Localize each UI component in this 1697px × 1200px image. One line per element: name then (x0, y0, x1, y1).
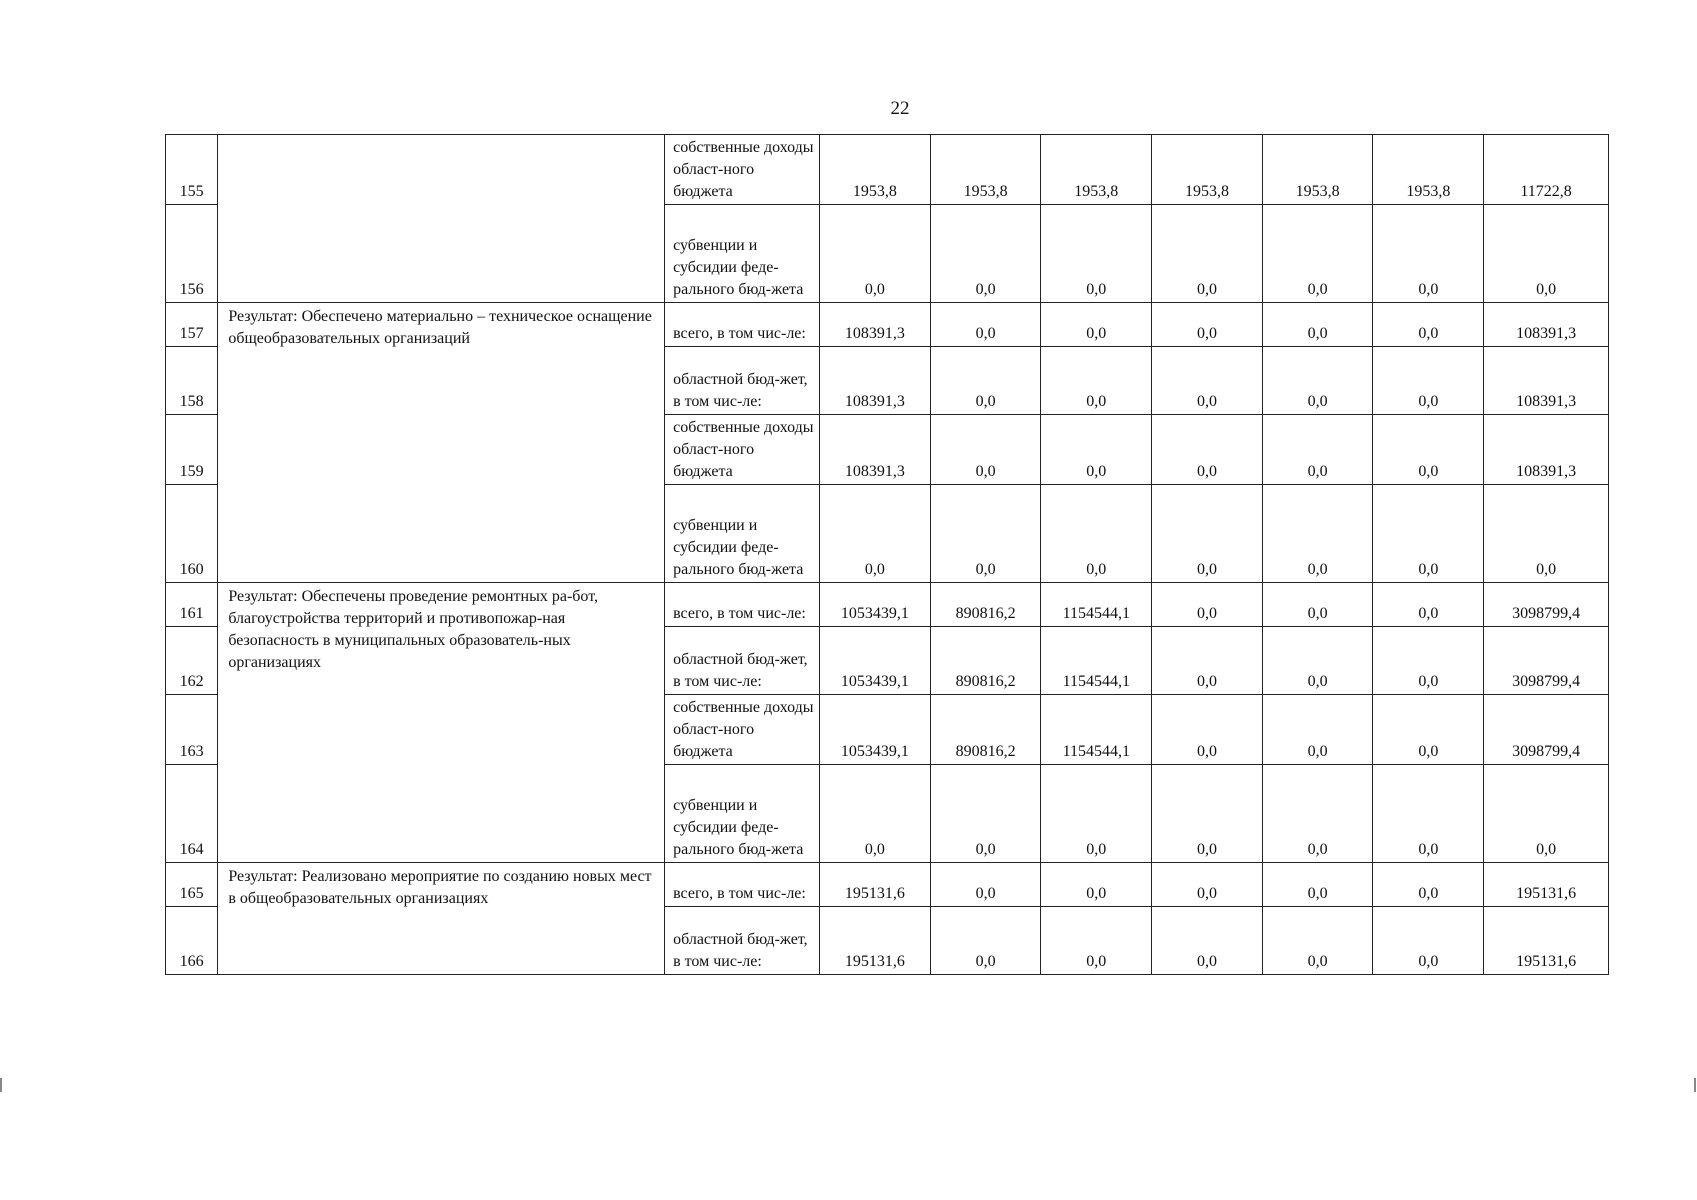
total-cell: 195131,6 (1484, 863, 1609, 907)
value-cell: 0,0 (1152, 303, 1263, 347)
funding-source: собственные доходы област-ного бюджета (665, 695, 820, 765)
value-cell: 0,0 (1041, 863, 1152, 907)
value-cell: 0,0 (1262, 415, 1373, 485)
table-row (166, 863, 1609, 907)
total-cell: 3098799,4 (1484, 627, 1609, 695)
funding-source: субвенции и субсидии феде-рального бюд-жета (665, 485, 820, 583)
result-description: Результат: Обеспечены проведение ремонтных ра-бот, благоустройства территорий и противопожар-ная безопасность в муниципальных образователь-ных организациях (218, 583, 665, 863)
value-cell: 1953,8 (930, 135, 1041, 205)
value-cell: 890816,2 (930, 695, 1041, 765)
value-cell: 0,0 (1262, 205, 1373, 303)
total-cell: 3098799,4 (1484, 695, 1609, 765)
value-cell: 0,0 (1262, 695, 1373, 765)
value-cell: 0,0 (1373, 303, 1484, 347)
value-cell: 0,0 (1152, 765, 1263, 863)
value-cell: 0,0 (930, 347, 1041, 415)
value-cell: 0,0 (930, 863, 1041, 907)
value-cell: 0,0 (1262, 863, 1373, 907)
total-cell: 0,0 (1484, 205, 1609, 303)
row-number: 165 (166, 863, 218, 907)
row-number: 159 (166, 415, 218, 485)
budget-table-container (165, 134, 1609, 975)
value-cell: 0,0 (1373, 415, 1484, 485)
total-cell: 0,0 (1484, 485, 1609, 583)
value-cell: 0,0 (1262, 583, 1373, 627)
value-cell: 108391,3 (820, 415, 931, 485)
row-number: 163 (166, 695, 218, 765)
value-cell: 0,0 (1373, 765, 1484, 863)
scan-edge-mark-right (1694, 1078, 1696, 1092)
funding-source: собственные доходы област-ного бюджета (665, 415, 820, 485)
value-cell: 1154544,1 (1041, 627, 1152, 695)
value-cell: 0,0 (1373, 863, 1484, 907)
funding-source: субвенции и субсидии феде-рального бюд-жета (665, 765, 820, 863)
funding-source: собственные доходы област-ного бюджета (665, 135, 820, 205)
value-cell: 108391,3 (820, 303, 931, 347)
value-cell: 890816,2 (930, 627, 1041, 695)
value-cell: 0,0 (820, 485, 931, 583)
total-cell: 108391,3 (1484, 415, 1609, 485)
value-cell: 0,0 (930, 415, 1041, 485)
value-cell: 0,0 (930, 765, 1041, 863)
value-cell: 890816,2 (930, 583, 1041, 627)
value-cell: 0,0 (1262, 303, 1373, 347)
value-cell: 0,0 (1152, 415, 1263, 485)
value-cell: 0,0 (1373, 695, 1484, 765)
value-cell: 0,0 (1041, 347, 1152, 415)
value-cell: 0,0 (1152, 627, 1263, 695)
row-number: 161 (166, 583, 218, 627)
table-row (166, 303, 1609, 347)
row-number: 158 (166, 347, 218, 415)
page-number: 22 (890, 98, 910, 119)
total-cell: 195131,6 (1484, 907, 1609, 975)
value-cell: 0,0 (1152, 695, 1263, 765)
total-cell: 3098799,4 (1484, 583, 1609, 627)
row-number: 160 (166, 485, 218, 583)
value-cell: 195131,6 (820, 907, 931, 975)
value-cell: 1953,8 (1262, 135, 1373, 205)
value-cell: 1953,8 (820, 135, 931, 205)
funding-source: всего, в том чис-ле: (665, 863, 820, 907)
value-cell: 0,0 (1373, 485, 1484, 583)
value-cell: 0,0 (1041, 907, 1152, 975)
value-cell: 0,0 (1262, 347, 1373, 415)
total-cell: 11722,8 (1484, 135, 1609, 205)
value-cell: 0,0 (930, 303, 1041, 347)
result-description-empty (218, 135, 665, 303)
funding-source: всего, в том чис-ле: (665, 303, 820, 347)
value-cell: 1154544,1 (1041, 695, 1152, 765)
row-number: 157 (166, 303, 218, 347)
value-cell: 0,0 (930, 205, 1041, 303)
funding-source: всего, в том чис-ле: (665, 583, 820, 627)
value-cell: 0,0 (1041, 205, 1152, 303)
value-cell: 0,0 (1041, 765, 1152, 863)
value-cell: 1053439,1 (820, 627, 931, 695)
value-cell: 0,0 (1373, 907, 1484, 975)
value-cell: 0,0 (1373, 583, 1484, 627)
budget-table (165, 134, 1609, 975)
value-cell: 0,0 (1041, 415, 1152, 485)
total-cell: 0,0 (1484, 765, 1609, 863)
value-cell: 0,0 (1152, 485, 1263, 583)
value-cell: 108391,3 (820, 347, 931, 415)
value-cell: 0,0 (1262, 485, 1373, 583)
table-row (166, 135, 1609, 205)
row-number: 164 (166, 765, 218, 863)
value-cell: 0,0 (1152, 907, 1263, 975)
value-cell: 1953,8 (1041, 135, 1152, 205)
value-cell: 0,0 (1262, 765, 1373, 863)
funding-source: областной бюд-жет, в том чис-ле: (665, 627, 820, 695)
row-number: 162 (166, 627, 218, 695)
value-cell: 1154544,1 (1041, 583, 1152, 627)
value-cell: 0,0 (1041, 485, 1152, 583)
value-cell: 0,0 (1152, 347, 1263, 415)
scan-edge-mark-left (0, 1078, 2, 1092)
funding-source: областной бюд-жет, в том чис-ле: (665, 347, 820, 415)
total-cell: 108391,3 (1484, 303, 1609, 347)
value-cell: 0,0 (1262, 907, 1373, 975)
value-cell: 0,0 (1152, 583, 1263, 627)
total-cell: 108391,3 (1484, 347, 1609, 415)
result-description: Результат: Обеспечено материально – техническое оснащение общеобразовательных организаций (218, 303, 665, 583)
value-cell: 0,0 (1152, 205, 1263, 303)
funding-source: областной бюд-жет, в том чис-ле: (665, 907, 820, 975)
table-row (166, 583, 1609, 627)
value-cell: 1953,8 (1373, 135, 1484, 205)
value-cell: 0,0 (1152, 863, 1263, 907)
value-cell: 0,0 (1373, 627, 1484, 695)
value-cell: 1053439,1 (820, 583, 931, 627)
value-cell: 0,0 (1373, 205, 1484, 303)
value-cell: 0,0 (930, 907, 1041, 975)
row-number: 156 (166, 205, 218, 303)
row-number: 155 (166, 135, 218, 205)
value-cell: 0,0 (1373, 347, 1484, 415)
funding-source: субвенции и субсидии феде-рального бюд-жета (665, 205, 820, 303)
value-cell: 0,0 (1262, 627, 1373, 695)
row-number: 166 (166, 907, 218, 975)
value-cell: 0,0 (820, 765, 931, 863)
value-cell: 1953,8 (1152, 135, 1263, 205)
result-description: Результат: Реализовано мероприятие по созданию новых мест в общеобразовательных организациях (218, 863, 665, 975)
value-cell: 1053439,1 (820, 695, 931, 765)
value-cell: 195131,6 (820, 863, 931, 907)
value-cell: 0,0 (820, 205, 931, 303)
value-cell: 0,0 (1041, 303, 1152, 347)
value-cell: 0,0 (930, 485, 1041, 583)
